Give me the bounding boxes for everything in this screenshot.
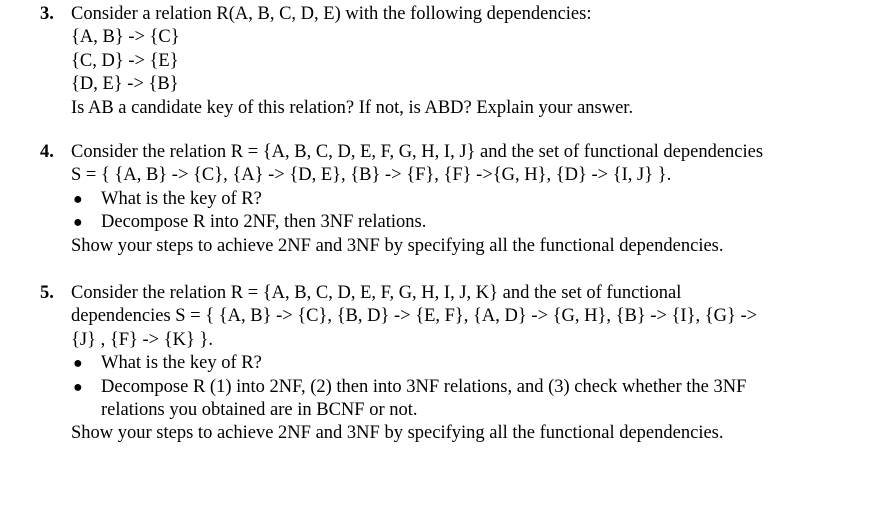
problem-text: Consider the relation R = {A, B, C, D, E, F, G, H, I, J, K} and the set of functional xyxy=(71,283,682,303)
problem-text: {J} , {F} -> {K} }. xyxy=(71,329,213,350)
problem-text: S = { {A, B} -> {C}, {A} -> {D, E}, {B} -> {F}, {F} ->{G, H}, {D} -> {I, J} }. xyxy=(71,165,672,186)
problem-4 xyxy=(40,141,867,258)
bullet-icon: ● xyxy=(73,355,83,373)
bullet-text: Decompose R (1) into 2NF, (2) then into 3NF relations, and (3) check whether the 3NF xyxy=(101,376,747,397)
bullet-icon: ● xyxy=(73,378,83,396)
bullet-item xyxy=(40,376,867,399)
problem-5-line-1 xyxy=(40,282,867,305)
bullet-icon: ● xyxy=(73,190,83,208)
problem-5 xyxy=(40,282,867,446)
problem-text: Consider a relation R(A, B, C, D, E) with the following dependencies: xyxy=(71,4,592,24)
problem-3-line-1 xyxy=(40,3,867,26)
question-line xyxy=(40,97,867,120)
bullet-continuation xyxy=(40,399,867,422)
dependency-line xyxy=(40,50,867,73)
closing-text: Show your steps to achieve 2NF and 3NF by specifying all the functional dependencies. xyxy=(71,423,724,444)
problem-4-line-2 xyxy=(40,164,867,187)
problem-number: 5. xyxy=(40,283,54,303)
bullet-item xyxy=(40,188,867,211)
closing-line xyxy=(40,235,867,258)
bullet-item xyxy=(40,352,867,375)
problem-text: dependencies S = { {A, B} -> {C}, {B, D} -> {E, F}, {A, D} -> {G, H}, {B} -> {I}, {G} -> xyxy=(71,306,758,327)
closing-text: Show your steps to achieve 2NF and 3NF by specifying all the functional dependencies. xyxy=(71,235,724,256)
problem-3 xyxy=(40,3,867,120)
problem-5-line-3 xyxy=(40,329,867,352)
bullet-text: What is the key of R? xyxy=(101,353,262,374)
problem-number: 3. xyxy=(40,4,54,24)
closing-line xyxy=(40,422,867,445)
dependency-text: {A, B} -> {C} xyxy=(71,27,180,48)
problem-5-line-2 xyxy=(40,305,867,328)
problem-number: 4. xyxy=(40,142,54,162)
bullet-text: What is the key of R? xyxy=(101,188,262,209)
problem-4-line-1 xyxy=(40,141,867,164)
bullet-item xyxy=(40,211,867,234)
bullet-text: relations you obtained are in BCNF or not. xyxy=(101,399,418,420)
bullet-text: Decompose R into 2NF, then 3NF relations. xyxy=(101,212,427,233)
dependency-line xyxy=(40,73,867,96)
dependency-text: {D, E} -> {B} xyxy=(71,74,179,95)
dependency-line xyxy=(40,26,867,49)
bullet-icon: ● xyxy=(73,214,83,232)
problem-text: Consider the relation R = {A, B, C, D, E, F, G, H, I, J} and the set of functional dependencies xyxy=(71,142,764,162)
question-text: Is AB a candidate key of this relation? If not, is ABD? Explain your answer. xyxy=(71,97,634,118)
dependency-text: {C, D} -> {E} xyxy=(71,50,179,71)
